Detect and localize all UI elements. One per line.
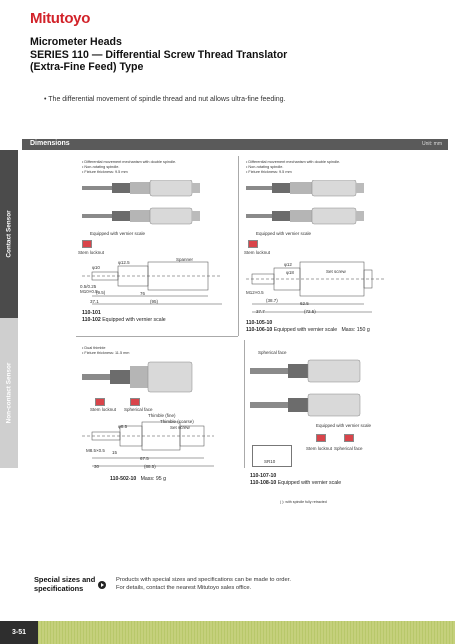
special-label-line: specifications (34, 584, 84, 593)
model-mass: Mass: 150 g (341, 326, 370, 333)
panel-a-photos (82, 180, 202, 230)
panel-b-dim-d3: (38.7) (266, 298, 278, 303)
panel-a-bullet: • Differential movement mechanism with double spindle. (82, 160, 177, 164)
panel-b-bullets (246, 160, 340, 175)
panel-b-stem-locknut: Stem locknut (244, 250, 271, 255)
panel-c-set-screw: Set screw (170, 425, 190, 430)
panel-c-drawing (82, 420, 232, 472)
panel-c-dim-d4: 67.5 (140, 456, 149, 461)
panel-b-thread: M12×0.5 (246, 290, 264, 295)
panel-a-thread: 0.5/0.25 M10×0.5 (80, 284, 98, 294)
panel-d-spherical-face: Spherical face (258, 350, 287, 355)
panel-b-vernier-caption: Equipped with vernier scale (256, 231, 312, 236)
column-divider (244, 340, 245, 468)
panel-a-vernier-caption: Equipped with vernier scale (90, 231, 146, 236)
panel-c-thimble-coarse: Thimble (coarse) (160, 419, 194, 424)
panel-d-stem-locknut: Stem locknut (306, 446, 333, 451)
panel-c-photo (82, 360, 202, 398)
intro-bullet: • The differential movement of spindle thread and nut allows ultra-fine feeding. (44, 96, 286, 103)
panel-a-dim-d1: φ10 (92, 265, 100, 270)
panel-a-dim-d6: (95) (150, 299, 159, 304)
footer-stripe (38, 621, 455, 644)
special-text-line: Products with special sizes and specifications can be made to order. (116, 577, 291, 583)
panel-c-bullet: • Dual thimble (82, 346, 106, 350)
panel-b-set-screw: Set screw (326, 269, 346, 274)
model-number: 110-101 (82, 310, 101, 316)
panel-a-bullet: • Non-rotating spindle. (82, 165, 120, 169)
micrometer-photo (82, 208, 200, 224)
panel-c-bullet: • Fixture thickness: 11.5 mm (82, 351, 130, 355)
brand-logo: Mitutoyo (30, 10, 91, 27)
model-number: 110-106-10 (246, 326, 273, 333)
spherical-face-icon (344, 434, 354, 442)
side-tab-contact-label: Contact Sensor (5, 210, 13, 258)
panel-b-dim-d4: 62.5 (300, 301, 309, 306)
title-line-2: SERIES 110 — Differential Screw Thread Translator (30, 48, 288, 61)
panel-b-bullet: • Differential movement mechanism with double spindle. (246, 160, 341, 164)
panel-d-photo (250, 390, 370, 424)
panel-d-photo (250, 358, 370, 388)
panel-d-models (250, 473, 341, 486)
panel-b-dim-d1: φ12 (284, 262, 292, 267)
model-number: 110-107-10 (250, 473, 277, 479)
side-tab-contact (0, 150, 18, 318)
panel-d-spherical-face-2: Spherical face (334, 446, 363, 451)
panel-a-models (82, 310, 166, 323)
title-line-3: (Extra-Fine Feed) Type (30, 61, 144, 73)
panel-b-dim-d2: φ18 (286, 270, 294, 275)
panel-a-dim-d4: 76 (140, 291, 146, 296)
special-text-line: For details, contact the nearest Mitutoyo sales office. (116, 584, 252, 591)
panel-b-bullet: • Fixture thickness: 9.5 mm (246, 170, 292, 174)
panel-a-dim-d5: 37.1 (90, 299, 99, 304)
spherical-face-icon (130, 398, 140, 406)
panel-d-tag: SR10 (264, 459, 276, 464)
panel-b-bullet: • Non-rotating spindle. (246, 165, 284, 169)
side-tab-noncontact-label: Non-contact Sensor (5, 362, 13, 424)
panel-a-bullets (82, 160, 176, 175)
panel-c-stem-locknut: Stem locknut (90, 407, 117, 412)
panel-a-dim-d2: φ12.5 (118, 260, 130, 265)
micrometer-photo (246, 180, 364, 196)
locknut-icon (248, 240, 258, 248)
panel-c-model (110, 476, 166, 483)
special-text (116, 577, 291, 592)
panel-a-spanner: Spanner (176, 257, 194, 262)
panel-c-thread: M8.5×0.5 (86, 448, 105, 453)
panel-c-bullets (82, 346, 129, 356)
panel-b-drawing (246, 258, 396, 318)
unit-label: Unit: mm (422, 141, 442, 147)
model-note: Equipped with vernier scale (102, 316, 166, 323)
panel-a-dim-d3: (9.5) (96, 290, 106, 295)
page-number: 3-51 (0, 621, 38, 644)
panel-b-photos (246, 180, 366, 230)
page-title (30, 36, 287, 74)
panel-d-vernier-caption: Equipped with vernier scale (316, 423, 372, 428)
panel-a-stem-locknut: Stem locknut (78, 250, 105, 255)
model-number: 110-108-10 (250, 479, 277, 486)
micrometer-photo (246, 208, 364, 224)
retracted-note: ( ): with spindle fully retracted (280, 500, 327, 504)
panel-c-dim-d3: 15 (112, 450, 118, 455)
arrow-right-icon (98, 581, 106, 589)
model-number: 110-502-10 (110, 476, 137, 482)
panel-b-dim-d6: (72.5) (304, 309, 316, 314)
locknut-icon (82, 240, 92, 248)
panel-a-bullet: • Fixture thickness: 9.5 mm (82, 170, 128, 174)
model-note: Equipped with vernier scale (273, 326, 338, 333)
side-tab-noncontact (0, 318, 18, 468)
model-mass: Mass: 95 g (140, 476, 166, 482)
special-label-line: Special sizes and (34, 575, 96, 584)
panel-c-spherical-face: Spherical face (124, 407, 153, 412)
locknut-icon (316, 434, 326, 442)
model-note: Equipped with vernier scale (277, 479, 342, 486)
panel-c-dim-d5: 30 (94, 464, 100, 469)
row-divider (76, 336, 238, 337)
title-line-1: Micrometer Heads (30, 36, 122, 48)
dimensions-bar (22, 139, 448, 150)
panel-c-dim-d6: (88.5) (144, 464, 156, 469)
panel-c-thimble-fine: Thimble (fine) (148, 413, 176, 418)
dimensions-label: Dimensions (30, 140, 70, 147)
panel-b-models (246, 320, 370, 333)
page-footer (0, 621, 455, 644)
model-number: 110-105-10 (246, 320, 273, 326)
panel-b-dim-d5: 37.7 (256, 309, 265, 314)
column-divider (238, 156, 239, 336)
special-label (34, 575, 95, 593)
locknut-icon (95, 398, 105, 406)
micrometer-photo (82, 180, 200, 196)
panel-c-dim-d1: φ8.5 (118, 424, 128, 429)
model-number: 110-102 (82, 316, 101, 323)
